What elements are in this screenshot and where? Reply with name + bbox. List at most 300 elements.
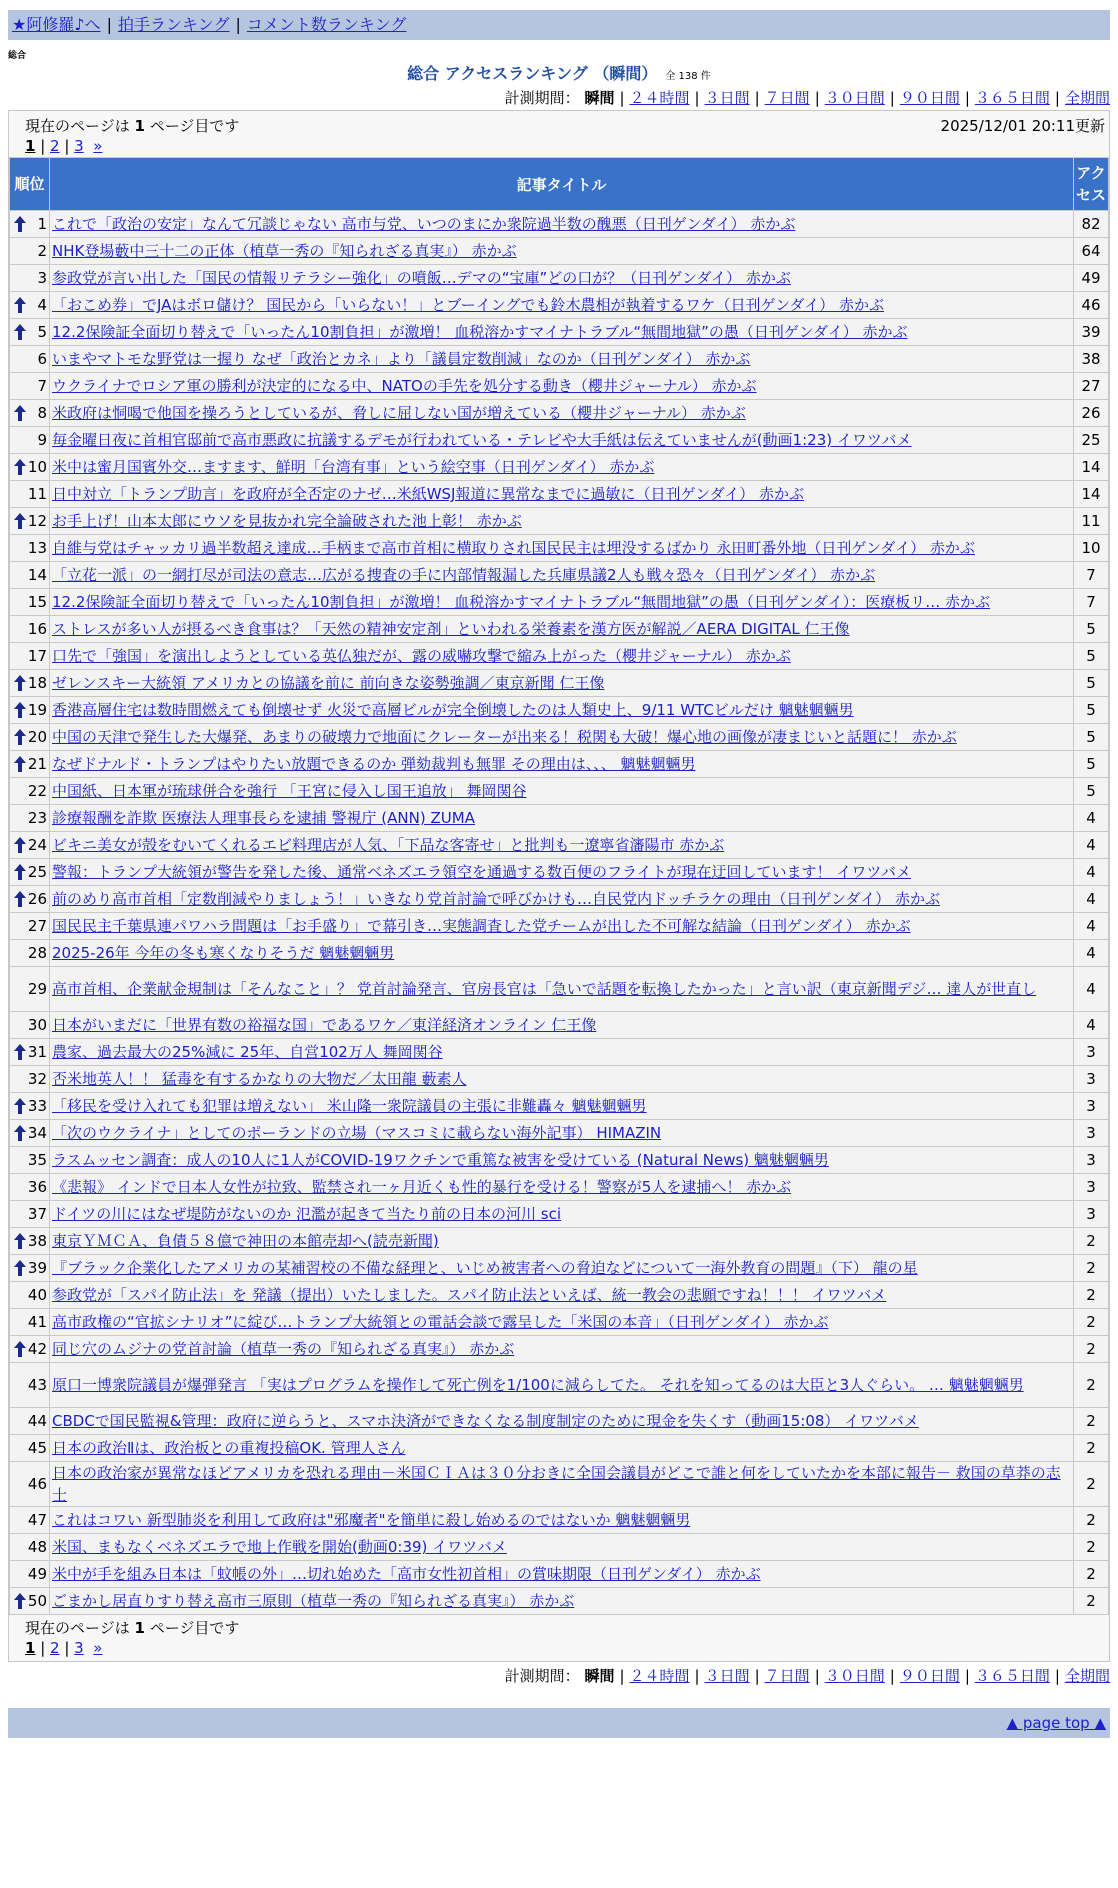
title-cell: [50, 1408, 1073, 1434]
access-count: 5: [1074, 643, 1108, 669]
table-row: [10, 1336, 1108, 1362]
rank-number: 19: [27, 701, 47, 719]
access-count: 10: [1074, 535, 1108, 561]
rank-number: 2: [37, 242, 47, 260]
title-cell: [50, 859, 1073, 885]
article-link[interactable]: ストレスが多い人が摂るべき食事は？「天然の精神安定剤」といわれる栄養素を漢方医が解説／AERA DIGITAL 仁王像: [52, 620, 850, 638]
rank-number: 27: [27, 917, 47, 935]
table-row: [10, 1228, 1108, 1254]
article-link[interactable]: ラスムッセン調査：成人の10人に1人がCOVID-19ワクチンで重篤な被害を受けている (Natural News) 魑魅魍魎男: [52, 1151, 829, 1169]
rank-number: 15: [27, 593, 47, 611]
up-arrow-icon: [14, 1125, 26, 1141]
rank-number: 37: [27, 1205, 47, 1223]
rank-cell: [10, 1228, 49, 1254]
article-link[interactable]: 警報：トランプ大統領が警告を発した後、通常ベネズエラ領空を通過する数百便のフライトが現在迂回しています！ イワツバメ: [52, 863, 912, 881]
period-separator: |: [754, 89, 760, 107]
rank-number: 48: [27, 1538, 47, 1556]
rank-cell: [10, 967, 49, 1011]
period-link[interactable]: ３日間: [704, 89, 750, 107]
up-arrow-icon: [14, 1593, 26, 1609]
title-cell: [50, 1588, 1073, 1614]
rank-cell: [10, 913, 49, 939]
article-link[interactable]: ウクライナでロシア軍の勝利が決定的になる中、NATOの手先を処分する動き（櫻井ジャーナル） 赤かぶ: [52, 377, 757, 395]
rank-number: 28: [27, 944, 47, 962]
table-row: [10, 319, 1108, 345]
title-cell: [50, 1093, 1073, 1119]
rank-number: 34: [27, 1124, 47, 1142]
access-count: 82: [1074, 211, 1108, 237]
home-link[interactable]: ★阿修羅♪へ: [12, 15, 101, 34]
access-count: 11: [1074, 508, 1108, 534]
page-info-bottom: [9, 1615, 1109, 1661]
access-count: 14: [1074, 481, 1108, 507]
access-count: 2: [1074, 1561, 1108, 1587]
rank-cell: [10, 859, 49, 885]
access-count: 2: [1074, 1282, 1108, 1308]
rank-cell: [10, 373, 49, 399]
title-cell: [50, 751, 1073, 777]
rank-cell: [10, 1408, 49, 1434]
article-link[interactable]: 同じ穴のムジナの党首討論（植草一秀の『知られざる真実』） 赤かぶ: [52, 1340, 515, 1358]
title-cell: [50, 400, 1073, 426]
rank-number: 50: [27, 1592, 47, 1610]
article-link[interactable]: 毎金曜日夜に首相官邸前で高市悪政に抗議するデモが行われている・テレビや大手紙は伝えていませんが(動画1:23) イワツバメ: [52, 431, 912, 449]
title-cell: [50, 211, 1073, 237]
table-row: [10, 805, 1108, 831]
table-row: [10, 481, 1108, 507]
access-count: 3: [1074, 1120, 1108, 1146]
table-row: [10, 670, 1108, 696]
top-nav: [8, 10, 1110, 40]
access-count: 2: [1074, 1462, 1108, 1506]
access-count: 14: [1074, 454, 1108, 480]
article-link[interactable]: ごまかし居直りすり替え高市三原則（植草一秀の『知られざる真実』） 赤かぶ: [52, 1592, 575, 1610]
ranking-rows: [10, 211, 1108, 1614]
article-link[interactable]: 日本がいまだに「世界有数の裕福な国」であるワケ／東洋経済オンライン 仁王像: [52, 1016, 597, 1034]
article-link[interactable]: 「おこめ券」でJAはボロ儲け？ 国民から「いらない！」とブーイングでも鈴木農相が執着するワケ（日刊ゲンダイ） 赤かぶ: [52, 296, 885, 314]
rank-number: 11: [27, 485, 47, 503]
rank-cell: [10, 1039, 49, 1065]
rank-cell: [10, 1282, 49, 1308]
article-link[interactable]: 高市政権の“官拡シナリオ”に綻び…トランプ大統領との電話会談で露呈した「米国の本音」（日刊ゲンダイ） 赤かぶ: [52, 1313, 829, 1331]
period-separator: |: [754, 1667, 760, 1685]
article-link[interactable]: 日中対立「トランプ助言」を政府が全否定のナゼ…米紙WSJ報道に異常なまでに過敏に（日刊ゲンダイ） 赤かぶ: [52, 485, 805, 503]
table-row: [10, 913, 1108, 939]
article-link[interactable]: NHK登場藪中三十二の正体（植草一秀の『知られざる真実』） 赤かぶ: [52, 242, 517, 260]
article-link[interactable]: 診療報酬を詐欺 医療法人理事長らを逮捕 警視庁 (ANN) ZUMA: [52, 809, 475, 827]
table-row: [10, 697, 1108, 723]
access-count: 4: [1074, 913, 1108, 939]
article-link[interactable]: 高市首相、企業献金規制は「そんなこと」？ 党首討論発言、官房長官は「急いで話題を転換したかった」と言い訳（東京新聞デジ… 達人が世直し: [52, 980, 1037, 998]
rank-cell: [10, 1588, 49, 1614]
access-count: 4: [1074, 940, 1108, 966]
article-link[interactable]: 米国、まもなくベネズエラで地上作戦を開始(動画0:39) イワツバメ: [52, 1538, 507, 1556]
access-column-header: アクセス: [1074, 158, 1108, 210]
access-count: 2: [1074, 1336, 1108, 1362]
title-cell: [50, 643, 1073, 669]
period-label: 計測期間：: [504, 1667, 580, 1685]
current-page-text: 現在のページは 1 ページ目です: [25, 117, 240, 135]
period-separator: |: [814, 89, 820, 107]
article-link[interactable]: 自維与党はチャッカリ過半数超え達成…手柄まで高市首相に横取りされ国民民主は埋没するばかり 永田町番外地（日刊ゲンダイ） 赤かぶ: [52, 539, 975, 557]
nav-separator: |: [106, 15, 112, 34]
rank-number: 7: [37, 377, 47, 395]
title-cell: [50, 697, 1073, 723]
up-arrow-icon: [14, 756, 26, 772]
title-cell: [50, 886, 1073, 912]
table-row: [10, 346, 1108, 372]
rank-cell: [10, 643, 49, 669]
access-count: 5: [1074, 724, 1108, 750]
rank-number: 17: [27, 647, 47, 665]
period-link[interactable]: ３日間: [704, 1667, 750, 1685]
period-current: 瞬間: [584, 89, 615, 107]
article-link[interactable]: 『ブラック企業化したアメリカの某補習校の不備な経理と、いじめ被害者への脅迫などについて一海外教育の問題』（下） 龍の星: [52, 1259, 918, 1277]
access-count: 3: [1074, 1093, 1108, 1119]
pager-next[interactable]: »: [93, 1639, 103, 1657]
title-cell: [50, 1147, 1073, 1173]
table-row: [10, 778, 1108, 804]
rank-number: 16: [27, 620, 47, 638]
article-link[interactable]: 日本の政治家が異常なほどアメリカを恐れる理由－米国ＣＩＡは３０分おきに全国会議員がどこで誰と何をしていたかを本部に報告－ 救国の草莽の志士: [52, 1464, 1061, 1504]
rank-cell: [10, 589, 49, 615]
table-row: [10, 1066, 1108, 1092]
title-cell: [50, 1309, 1073, 1335]
rank-number: 29: [27, 980, 47, 998]
article-link[interactable]: 前のめり高市首相「定数削減やりましょう！」いきなり党首討論で呼びかけも…自民党内ドッチラケの理由（日刊ゲンダイ） 赤かぶ: [52, 890, 940, 908]
access-count: 2: [1074, 1363, 1108, 1407]
title-cell: [50, 454, 1073, 480]
access-count: 25: [1074, 427, 1108, 453]
pager-page-3[interactable]: 3: [74, 137, 84, 155]
rank-number: 3: [37, 269, 47, 287]
rank-number: 25: [27, 863, 47, 881]
article-link[interactable]: ビキニ美女が殻をむいてくれるエビ料理店が人気、「下品な客寄せ」と批判も一遼寧省瀋陽市 赤かぶ: [52, 836, 725, 854]
table-row: [10, 1363, 1108, 1407]
title-column-header: 記事タイトル: [50, 158, 1073, 210]
up-arrow-icon: [14, 837, 26, 853]
title-cell: [50, 940, 1073, 966]
title-cell: [50, 1336, 1073, 1362]
rank-cell: [10, 1336, 49, 1362]
article-link[interactable]: 米中は蜜月国賓外交…ますます、鮮明「台湾有事」という絵空事（日刊ゲンダイ） 赤かぶ: [52, 458, 655, 476]
article-link[interactable]: 中国紙、日本軍が琉球併合を強行 「王宮に侵入し国王追放」 舞岡関谷: [52, 782, 527, 800]
period-selector-bottom: [8, 1664, 1110, 1688]
rank-number: 43: [27, 1376, 47, 1394]
access-count: 3: [1074, 1174, 1108, 1200]
rank-cell: [10, 1309, 49, 1335]
table-row: [10, 1282, 1108, 1308]
article-link[interactable]: 国民民主千葉県連パワハラ問題は「お手盛り」で幕引き…実態調査した党チームが出した不可解な結論（日刊ゲンダイ） 赤かぶ: [52, 917, 911, 935]
rank-cell: [10, 940, 49, 966]
table-row: [10, 1462, 1108, 1506]
table-row: [10, 1093, 1108, 1119]
title-cell: [50, 913, 1073, 939]
bottom-bar: [8, 1708, 1110, 1738]
up-arrow-icon: [14, 729, 26, 745]
access-count: 2: [1074, 1309, 1108, 1335]
title-cell: [50, 481, 1073, 507]
access-count: 2: [1074, 1588, 1108, 1614]
table-row: [10, 643, 1108, 669]
title-cell: [50, 319, 1073, 345]
article-link[interactable]: CBDCで国民監視&管理：政府に逆らうと、スマホ決済ができなくなる制度制定のために現金を失くす（動画15:08） イワツバメ: [52, 1412, 919, 1430]
article-link[interactable]: これはコワい 新型肺炎を利用して政府は"邪魔者"を簡単に殺し始めるのではないか 魑魅魍魎男: [52, 1511, 691, 1529]
article-link[interactable]: お手上げ！山本太郎にウソを見抜かれ完全論破された池上彰！ 赤かぶ: [52, 512, 522, 530]
rank-cell: [10, 454, 49, 480]
period-separator: |: [1054, 1667, 1060, 1685]
rank-number: 32: [27, 1070, 47, 1088]
period-link[interactable]: ７日間: [764, 1667, 810, 1685]
table-row: [10, 238, 1108, 264]
article-link[interactable]: 「移民を受け入れても犯罪は増えない」 米山隆一衆院議員の主張に非難轟々 魑魅魍魎男: [52, 1097, 647, 1115]
rank-number: 18: [27, 674, 47, 692]
period-separator: |: [889, 89, 895, 107]
table-header: [10, 158, 1108, 210]
access-count: 7: [1074, 589, 1108, 615]
period-link[interactable]: ２４時間: [629, 89, 690, 107]
rank-cell: [10, 1201, 49, 1227]
title-cell: [50, 1039, 1073, 1065]
up-arrow-icon: [14, 1044, 26, 1060]
pager-page-3[interactable]: 3: [74, 1639, 84, 1657]
title-cell: [50, 1561, 1073, 1587]
up-arrow-icon: [14, 513, 26, 529]
table-row: [10, 211, 1108, 237]
period-separator: |: [694, 1667, 700, 1685]
table-row: [10, 832, 1108, 858]
up-arrow-icon: [14, 297, 26, 313]
rank-number: 44: [27, 1412, 47, 1430]
title-cell: [50, 535, 1073, 561]
title-cell: [50, 1174, 1073, 1200]
article-link[interactable]: 米中が手を組み日本は「蚊帳の外」…切れ始めた「高市女性初首相」の賞味期限（日刊ゲンダイ） 赤かぶ: [52, 1565, 761, 1583]
table-row: [10, 589, 1108, 615]
period-separator: |: [619, 89, 625, 107]
rank-number: 6: [37, 350, 47, 368]
rank-cell: [10, 832, 49, 858]
rank-number: 5: [37, 323, 47, 341]
pager-page-2[interactable]: 2: [50, 137, 60, 155]
up-arrow-icon: [14, 1341, 26, 1357]
title-cell: [50, 589, 1073, 615]
up-arrow-icon: [14, 702, 26, 718]
rank-cell: [10, 238, 49, 264]
rank-cell: [10, 1435, 49, 1461]
period-separator: |: [964, 89, 970, 107]
period-link[interactable]: 全期間: [1064, 1667, 1110, 1685]
access-count: 5: [1074, 670, 1108, 696]
title-cell: [50, 508, 1073, 534]
table-row: [10, 454, 1108, 480]
rank-cell: [10, 1093, 49, 1119]
rank-cell: [10, 724, 49, 750]
title-cell: [50, 346, 1073, 372]
article-link[interactable]: 参政党が言い出した「国民の情報リテラシー強化」の噴飯…デマの“宝庫”どの口が？（日刊ゲンダイ） 赤かぶ: [52, 269, 791, 287]
table-row: [10, 940, 1108, 966]
rank-cell: [10, 886, 49, 912]
title-cell: [50, 778, 1073, 804]
rank-cell: [10, 508, 49, 534]
article-link[interactable]: 東京ＹＭＣＡ、負債５８億で神田の本館売却へ(読売新聞): [52, 1232, 439, 1250]
rank-cell: [10, 400, 49, 426]
access-count: 4: [1074, 832, 1108, 858]
access-count: 3: [1074, 1039, 1108, 1065]
rank-number: 13: [27, 539, 47, 557]
access-count: 3: [1074, 1147, 1108, 1173]
rank-number: 38: [27, 1232, 47, 1250]
table-row: [10, 1039, 1108, 1065]
article-link[interactable]: 2025-26年 今年の冬も寒くなりそうだ 魑魅魍魎男: [52, 944, 395, 962]
access-count: 5: [1074, 751, 1108, 777]
article-link[interactable]: これで「政治の安定」なんて冗談じゃない 高市与党、いつのまにか衆院過半数の醜悪（日刊ゲンダイ） 赤かぶ: [52, 215, 796, 233]
title-cell: [50, 292, 1073, 318]
table-row: [10, 265, 1108, 291]
period-separator: |: [814, 1667, 820, 1685]
period-link[interactable]: ２４時間: [629, 1667, 690, 1685]
comment-ranking-link[interactable]: コメント数ランキング: [246, 15, 407, 34]
title-cell: [50, 1201, 1073, 1227]
table-row: [10, 292, 1108, 318]
access-count: 2: [1074, 1534, 1108, 1560]
access-count: 5: [1074, 697, 1108, 723]
access-count: 2: [1074, 1435, 1108, 1461]
rank-number: 1: [37, 215, 47, 233]
rank-cell: [10, 1012, 49, 1038]
up-arrow-icon: [14, 324, 26, 340]
rank-number: 12: [27, 512, 47, 530]
rank-cell: [10, 1174, 49, 1200]
title-cell: [50, 724, 1073, 750]
article-link[interactable]: 原口一博衆院議員が爆弾発言 「実はプログラムを操作して死亡例を1/100に減らしてた。 それを知ってるのは大臣と3人ぐらい。 … 魑魅魍魎男: [52, 1376, 1024, 1394]
rank-number: 41: [27, 1313, 47, 1331]
period-link[interactable]: ３６５日間: [974, 89, 1050, 107]
ranking-panel: [8, 110, 1110, 1662]
rank-number: 31: [27, 1043, 47, 1061]
pager-current: 1: [25, 137, 36, 155]
updated-timestamp: 2025/12/01 20:11更新: [940, 117, 1105, 135]
rank-cell: [10, 1462, 49, 1506]
up-arrow-icon: [14, 891, 26, 907]
article-link[interactable]: なぜドナルド・トランプはやりたい放題できるのか 弾劾裁判も無罪 その理由は、、、 魑魅魍魎男: [52, 755, 696, 773]
rank-cell: [10, 670, 49, 696]
title-cell: [50, 373, 1073, 399]
clap-ranking-link[interactable]: 拍手ランキング: [117, 15, 230, 34]
title-cell: [50, 967, 1073, 1011]
access-count: 3: [1074, 1201, 1108, 1227]
rank-cell: [10, 1507, 49, 1533]
rank-number: 20: [27, 728, 47, 746]
table-row: [10, 1201, 1108, 1227]
rank-cell: [10, 211, 49, 237]
rank-cell: [10, 265, 49, 291]
access-count: 2: [1074, 1408, 1108, 1434]
period-link[interactable]: ７日間: [764, 89, 810, 107]
access-count: 2: [1074, 1228, 1108, 1254]
rank-number: 42: [27, 1340, 47, 1358]
article-link[interactable]: 口先で「強国」を演出しようとしている英仏独だが、露の威嚇攻撃で縮み上がった（櫻井ジャーナル） 赤かぶ: [52, 647, 791, 665]
rank-cell: [10, 319, 49, 345]
title-cell: [50, 1435, 1073, 1461]
pager-page-2[interactable]: 2: [50, 1639, 60, 1657]
period-link[interactable]: ３６５日間: [974, 1667, 1050, 1685]
page-top-link[interactable]: ▲ page top ▲: [1006, 1714, 1106, 1732]
table-row: [10, 1408, 1108, 1434]
rank-number: 35: [27, 1151, 47, 1169]
period-separator: |: [694, 89, 700, 107]
title-cell: [50, 1066, 1073, 1092]
period-selector: [8, 86, 1110, 110]
title-cell: [50, 562, 1073, 588]
article-link[interactable]: いまやマトモな野党は一握り なぜ「政治とカネ」より「議員定数削減」なのか（日刊ゲンダイ） 赤かぶ: [52, 350, 751, 368]
article-link[interactable]: 中国の天津で発生した大爆発、あまりの破壊力で地面にクレーターが出来る！税関も大破！爆心地の画像が凄まじいと話題に！ 赤かぶ: [52, 728, 957, 746]
period-link[interactable]: ９０日間: [899, 1667, 960, 1685]
table-row: [10, 1147, 1108, 1173]
rank-cell: [10, 562, 49, 588]
rank-number: 46: [27, 1475, 47, 1493]
period-link[interactable]: ３０日間: [824, 1667, 885, 1685]
article-link[interactable]: 12.2保険証全面切り替えで「いったん10割負担」が激増！ 血税溶かすマイナトラブル“無間地獄”の愚（日刊ゲンダイ）：医療板リ… 赤かぶ: [52, 593, 990, 611]
title-cell: [50, 1120, 1073, 1146]
rank-cell: [10, 1561, 49, 1587]
article-link[interactable]: 「立花一派」の一網打尽が司法の意志…広がる捜査の手に内部情報漏した兵庫県議2人も戦々恐々（日刊ゲンダイ） 赤かぶ: [52, 566, 876, 584]
period-link[interactable]: ３０日間: [824, 89, 885, 107]
rank-number: 30: [27, 1016, 47, 1034]
title-cell: [50, 1255, 1073, 1281]
rank-cell: [10, 1534, 49, 1560]
rank-number: 33: [27, 1097, 47, 1115]
up-arrow-icon: [14, 1233, 26, 1249]
up-arrow-icon: [14, 864, 26, 880]
title-cell: [50, 1534, 1073, 1560]
table-row: [10, 616, 1108, 642]
access-count: 4: [1074, 967, 1108, 1011]
rank-number: 22: [27, 782, 47, 800]
article-link[interactable]: 参政党が「スパイ防止法」を 発議（提出）いたしました。スパイ防止法といえば、統一教会の悲願ですね！！！ イワツバメ: [52, 1286, 887, 1304]
title-cell: [50, 1363, 1073, 1407]
table-row: [10, 1012, 1108, 1038]
table-row: [10, 1120, 1108, 1146]
title-cell: [50, 805, 1073, 831]
article-link[interactable]: 否米地英人！！ 猛毒を有するかなりの大物だ／太田龍 藪素人: [52, 1070, 467, 1088]
title-cell: [50, 238, 1073, 264]
table-row: [10, 967, 1108, 1011]
article-link[interactable]: 香港高層住宅は数時間燃えても倒壊せず 火災で高層ビルが完全倒壊したのは人類史上、9/11 WTCビルだけ 魑魅魍魎男: [52, 701, 854, 719]
title-cell: [50, 427, 1073, 453]
access-count: 5: [1074, 778, 1108, 804]
period-separator: |: [1054, 89, 1060, 107]
table-row: [10, 724, 1108, 750]
article-link[interactable]: ドイツの川にはなぜ堤防がないのか 氾濫が起きて当たり前の日本の河川 sci: [52, 1205, 562, 1223]
period-link[interactable]: 全期間: [1064, 89, 1110, 107]
article-link[interactable]: 《悲報》 インドで日本人女性が拉致、監禁され一ヶ月近くも性的暴行を受ける！警察が5人を逮捕へ！ 赤かぶ: [52, 1178, 792, 1196]
rank-number: 45: [27, 1439, 47, 1457]
article-link[interactable]: 農家、過去最大の25%減に 25年、自営102万人 舞岡関谷: [52, 1043, 443, 1061]
rank-cell: [10, 346, 49, 372]
table-row: [10, 508, 1108, 534]
article-link[interactable]: 米政府は恫喝で他国を操ろうとしているが、脅しに屈しない国が増えている（櫻井ジャーナル） 赤かぶ: [52, 404, 746, 422]
nav-separator: |: [235, 15, 241, 34]
pager-next[interactable]: »: [93, 137, 103, 155]
article-link[interactable]: 「次のウクライナ」としてのポーランドの立場（マスコミに載らない海外記事） HIMAZIN: [52, 1124, 662, 1142]
article-link[interactable]: ゼレンスキー大統領 アメリカとの協議を前に 前向きな姿勢強調／東京新聞 仁王像: [52, 674, 605, 692]
table-row: [10, 562, 1108, 588]
rank-cell: [10, 778, 49, 804]
table-row: [10, 751, 1108, 777]
article-link[interactable]: 日本の政治Ⅱは、政治板との重複投稿OK. 管理人さん: [52, 1439, 406, 1457]
period-link[interactable]: ９０日間: [899, 89, 960, 107]
article-link[interactable]: 12.2保険証全面切り替えで「いったん10割負担」が激増！ 血税溶かすマイナトラブル“無間地獄”の愚（日刊ゲンダイ） 赤かぶ: [52, 323, 908, 341]
